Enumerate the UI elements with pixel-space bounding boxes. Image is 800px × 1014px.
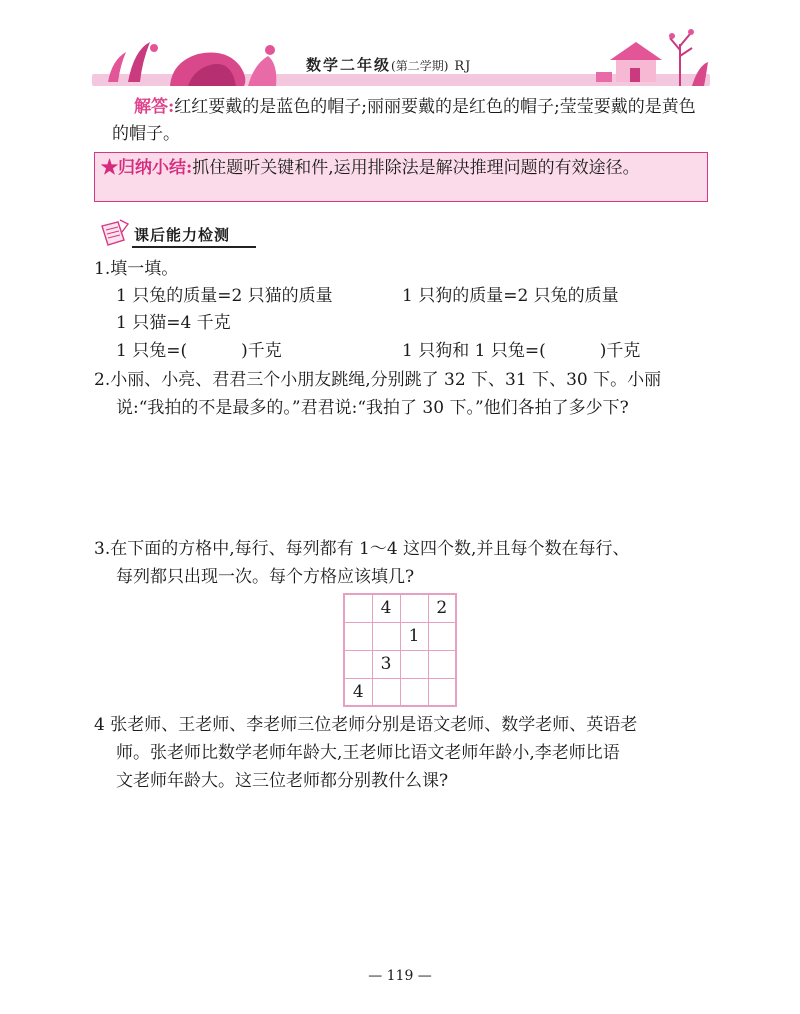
answer-paragraph <box>112 94 708 148</box>
grid-cell[interactable] <box>428 678 456 706</box>
answer-label: 解答: <box>134 97 175 117</box>
header-subtitle: (第二学期) <box>391 59 449 73</box>
header-edition: RJ <box>454 59 472 74</box>
q4-line2: 师。张老师比数学老师年龄大,王老师比语文老师年龄小,李老师比语 <box>116 743 620 763</box>
q1-line3-right: 1 只狗和 1 只兔=( )千克 <box>402 341 641 361</box>
grid-cell[interactable] <box>344 594 372 622</box>
page-number: — 119 — <box>368 968 432 984</box>
decorative-house-icon <box>592 16 710 86</box>
grid-cell[interactable]: 2 <box>428 594 456 622</box>
grid-row <box>344 678 456 706</box>
q1-title: 1.填一填。 <box>94 259 179 279</box>
grid-cell[interactable]: 4 <box>372 594 400 622</box>
q2-line1: 2.小丽、小亮、君君三个小朋友跳绳,分别跳了 32 下、31 下、30 下。小丽 <box>94 370 662 390</box>
summary-text: 抓住题听关键和件,运用排除法是解决推理问题的有效途径。 <box>192 158 640 178</box>
summary-box <box>94 152 708 202</box>
grid-row <box>344 594 456 622</box>
notebook-pencil-icon <box>98 218 132 248</box>
page-header <box>92 14 710 88</box>
grid-cell[interactable] <box>372 622 400 650</box>
grid-row <box>344 622 456 650</box>
grid-row <box>344 650 456 678</box>
q1-line2: 1 只猫=4 千克 <box>116 313 231 333</box>
grid-cell[interactable] <box>428 650 456 678</box>
q3-line1: 3.在下面的方格中,每行、每列都有 1～4 这四个数,并且每个数在每行、 <box>94 539 630 559</box>
grid-cell[interactable] <box>344 650 372 678</box>
grid-cell[interactable] <box>400 678 428 706</box>
q1-line1-right: 1 只狗的质量=2 只兔的质量 <box>402 286 619 306</box>
grid-cell[interactable] <box>400 594 428 622</box>
grid-cell[interactable] <box>428 622 456 650</box>
section-heading <box>98 216 268 250</box>
section-title: 课后能力检测 <box>134 226 231 244</box>
grid-cell[interactable]: 4 <box>344 678 372 706</box>
header-title <box>306 54 471 75</box>
q3-line2: 每列都只出现一次。每个方格应该填几? <box>116 567 415 587</box>
grid-cell[interactable] <box>344 622 372 650</box>
q2-line2: 说:“我拍的不是最多的。”君君说:“我拍了 30 下。”他们各拍了多少下? <box>116 398 629 418</box>
grid-cell[interactable] <box>372 678 400 706</box>
decorative-plants-icon <box>98 32 288 86</box>
q4-line1: 4 张老师、王老师、李老师三位老师分别是语文老师、数学老师、英语老 <box>94 715 638 735</box>
sudoku-grid <box>343 593 457 707</box>
section-underline <box>132 246 256 248</box>
q4-line3: 文老师年龄大。这三位老师都分别教什么课? <box>116 771 449 791</box>
header-title-main: 数学二年级 <box>306 56 392 74</box>
grid-cell[interactable] <box>400 650 428 678</box>
q1-line3-left: 1 只兔=( )千克 <box>116 341 282 361</box>
summary-label: ★归纳小结: <box>101 158 193 178</box>
grid-cell[interactable]: 3 <box>372 650 400 678</box>
answer-text: 红红要戴的是蓝色的帽子;丽丽要戴的是红色的帽子;莹莹要戴的是黄色的帽子。 <box>112 97 696 144</box>
grid-cell[interactable]: 1 <box>400 622 428 650</box>
q1-line1-left: 1 只兔的质量=2 只猫的质量 <box>116 286 333 306</box>
